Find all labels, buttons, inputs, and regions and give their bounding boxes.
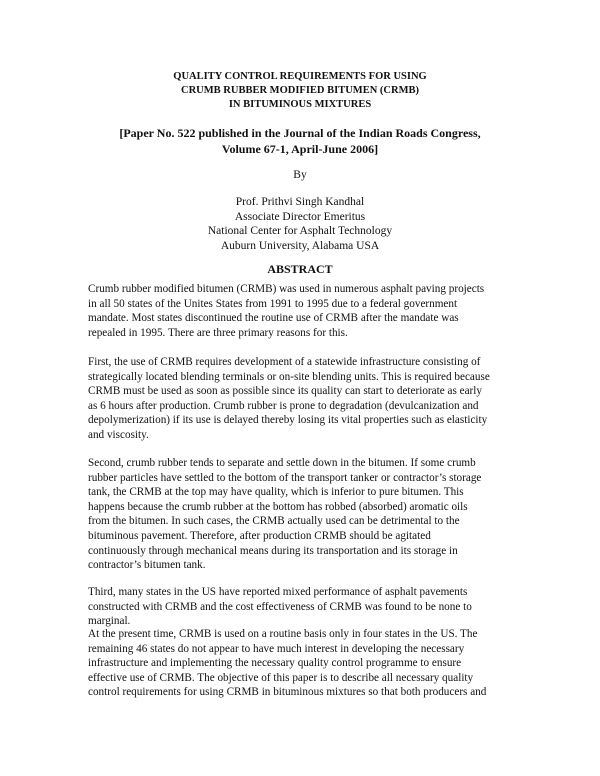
paragraph-line: remaining 46 states do not appear to have much interest in developing the necessary	[88, 642, 465, 655]
abstract-heading: ABSTRACT	[267, 262, 333, 276]
paragraph-line: from the bitumen. In such cases, the CRMB actually used can be detrimental to the	[88, 515, 460, 528]
title-line: CRUMB RUBBER MODIFIED BITUMEN (CRMB)	[181, 85, 419, 96]
by-label: By	[293, 169, 307, 181]
abstract-paragraph	[88, 585, 518, 629]
abstract-paragraph	[88, 282, 518, 340]
paragraph-line: marginal.	[88, 615, 131, 628]
paragraph-line: Third, many states in the US have reported mixed performance of asphalt pavements	[88, 586, 468, 598]
paragraph-line: control requirements for using CRMB in bituminous mixtures so that both producers and	[88, 686, 487, 699]
author-university: Auburn University, Alabama USA	[220, 239, 380, 252]
paragraph-line: rubber particles have settled to the bottom of the transport tanker or contractor’s storage	[88, 471, 482, 484]
paragraph-line: and viscosity.	[88, 428, 149, 441]
paragraph-line: First, the use of CRMB requires development of a statewide infrastructure consisting of	[88, 356, 481, 368]
paper-title	[60, 70, 540, 112]
paragraph-line: CRMB must be used as soon as possible since its quality can start to deteriorate as early	[88, 385, 482, 398]
abstract-paragraph	[88, 627, 518, 700]
paragraph-line: in all 50 states of the Unites States from 1991 to 1995 due to a federal government	[88, 297, 458, 310]
paragraph-line: Crumb rubber modified bitumen (CRMB) was used in numerous asphalt paving projects	[88, 283, 485, 295]
citation-line: Volume 67-1, April-June 2006]	[221, 142, 379, 156]
paragraph-line: bituminous pavement. Therefore, after production CRMB should be agitated	[88, 529, 431, 542]
paragraph-line: infrastructure and implementing the necessary quality control programme to ensure	[88, 657, 462, 670]
paragraph-line: happens because the crumb rubber at the bottom has robbed (absorbed) aromatic oils	[88, 500, 468, 513]
title-line: QUALITY CONTROL REQUIREMENTS FOR USING	[173, 71, 427, 82]
author-block	[60, 195, 540, 253]
abstract-paragraph	[88, 456, 518, 573]
paragraph-line: as 6 hours after production. Crumb rubber is prone to degradation (devulcanization and	[88, 399, 479, 412]
paragraph-line: continuously through mechanical means during its transportation and its storage in	[88, 544, 458, 557]
paragraph-line: repealed in 1995. There are three primary reasons for this.	[88, 326, 348, 339]
author-organization: National Center for Asphalt Technology	[207, 225, 393, 237]
publication-citation	[60, 125, 540, 157]
paragraph-line: depolymerization) if its use is delayed thereby losing its vital properties such as elasticity	[88, 414, 488, 427]
author-name: Prof. Prithvi Singh Kandhal	[235, 196, 365, 208]
paragraph-line: mandate. Most states discontinued the routine use of CRMB after the mandate was	[88, 312, 459, 325]
title-line: IN BITUMINOUS MIXTURES	[228, 99, 372, 110]
paragraph-line: constructed with CRMB and the cost effectiveness of CRMB was found to be none to	[88, 600, 472, 613]
paragraph-line: contractor’s bitumen tank.	[88, 559, 206, 572]
paragraph-line: effective use of CRMB. The objective of this paper is to describe all necessary quality	[88, 671, 474, 684]
paragraph-line: strategically located blending terminals or on-site blending units. This is required because	[88, 370, 490, 383]
paragraph-line: Second, crumb rubber tends to separate and settle down in the bitumen. If some crumb	[88, 457, 476, 469]
paragraph-line: At the present time, CRMB is used on a routine basis only in four states in the US. The	[88, 628, 478, 640]
author-position: Associate Director Emeritus	[234, 210, 366, 223]
citation-line: [Paper No. 522 published in the Journal of the Indian Roads Congress,	[119, 126, 481, 140]
abstract-paragraph	[88, 355, 518, 443]
paragraph-line: tank, the CRMB at the top may have quality, which is inferior to pure bitumen. This	[88, 486, 464, 499]
